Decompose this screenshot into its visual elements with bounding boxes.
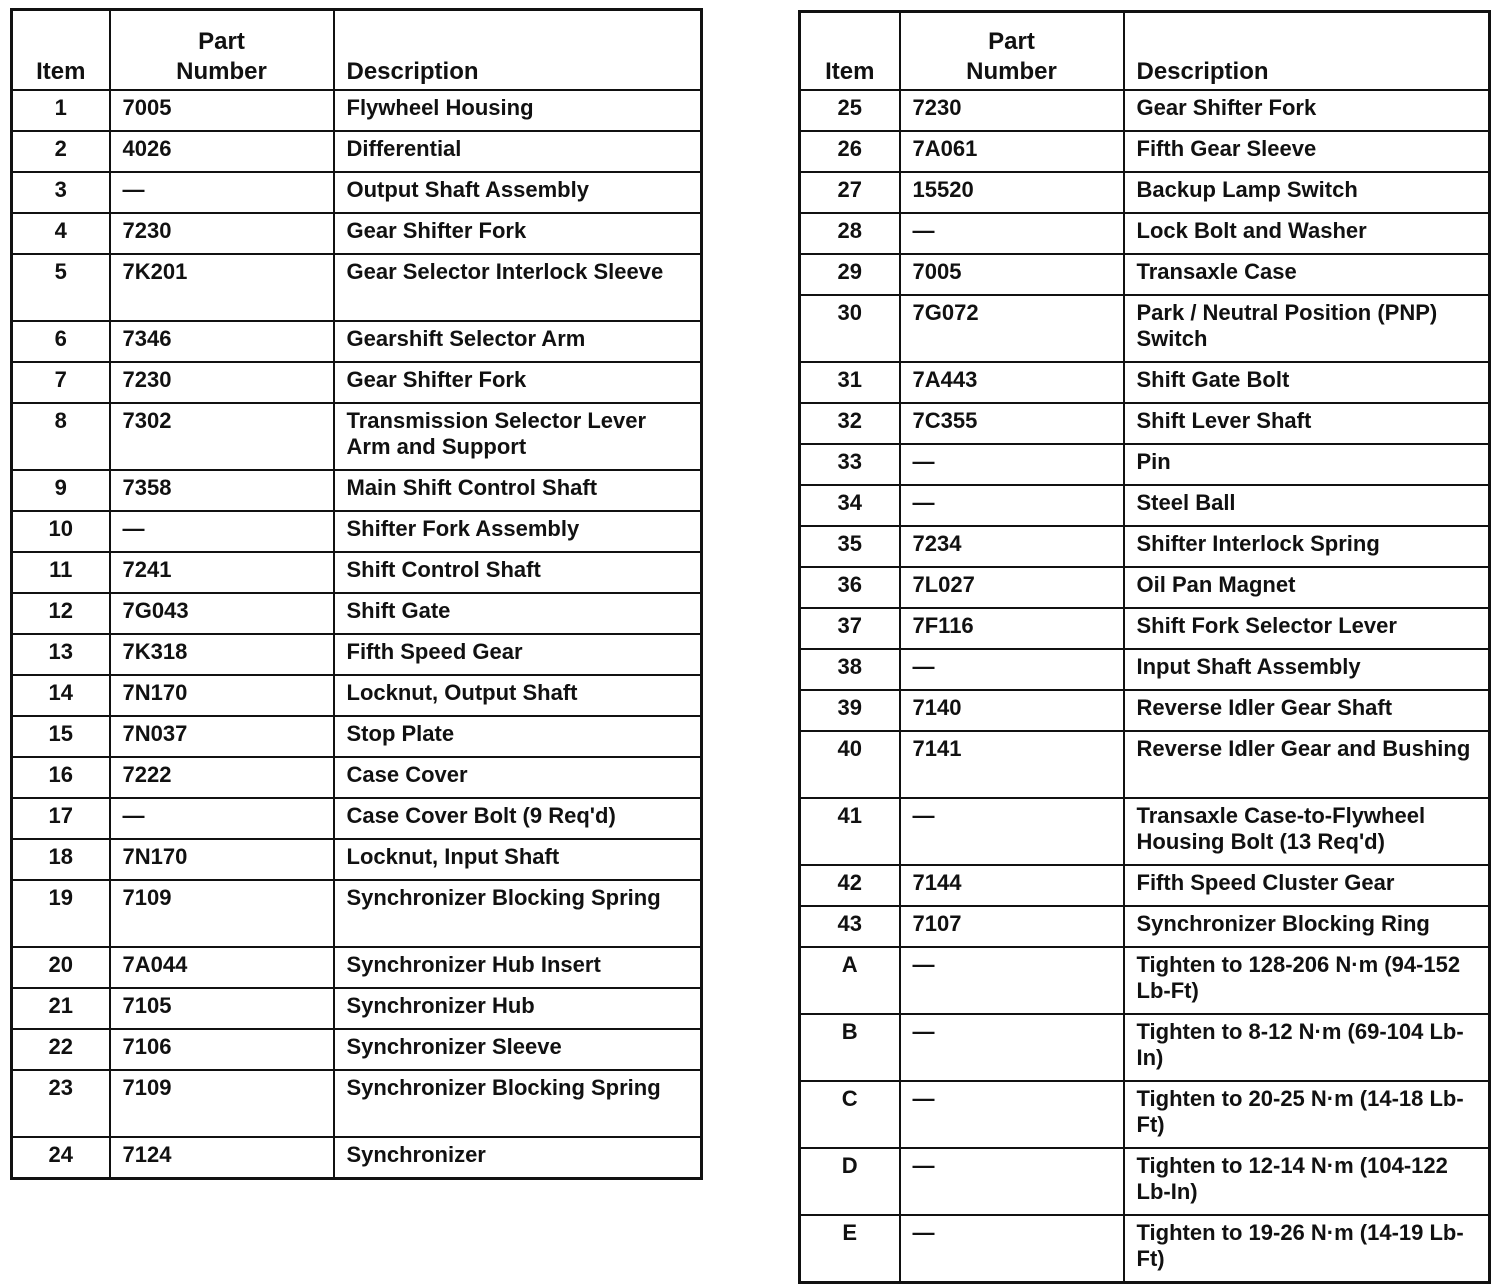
item-cell: 1 [12, 90, 110, 131]
table-row [800, 906, 1490, 947]
item-cell: 39 [800, 690, 900, 731]
description-cell: Gear Shifter Fork [334, 362, 702, 403]
part-number-cell: 7A443 [900, 362, 1124, 403]
part-number-cell: — [900, 1148, 1124, 1215]
table-row [12, 213, 702, 254]
header-row [12, 10, 702, 91]
part-number-cell: — [110, 172, 334, 213]
item-cell: 36 [800, 567, 900, 608]
part-number-cell: 7N170 [110, 675, 334, 716]
part-number-cell: 15520 [900, 172, 1124, 213]
description-cell: Synchronizer Hub Insert [334, 947, 702, 988]
table-row [12, 1137, 702, 1179]
part-number-cell: — [900, 485, 1124, 526]
item-cell: 40 [800, 731, 900, 798]
description-cell: Synchronizer [334, 1137, 702, 1179]
description-cell: Shift Fork Selector Lever [1124, 608, 1490, 649]
description-cell: Lock Bolt and Washer [1124, 213, 1490, 254]
item-cell: 5 [12, 254, 110, 321]
part-number-cell: 7222 [110, 757, 334, 798]
header-part-line2: Number [966, 58, 1057, 85]
part-number-cell: 7106 [110, 1029, 334, 1070]
item-cell: 22 [12, 1029, 110, 1070]
description-cell: Shifter Fork Assembly [334, 511, 702, 552]
item-cell: 8 [12, 403, 110, 470]
part-number-cell: — [900, 798, 1124, 865]
description-cell: Gearshift Selector Arm [334, 321, 702, 362]
table-row [800, 690, 1490, 731]
table-row [12, 947, 702, 988]
item-cell: 20 [12, 947, 110, 988]
table-row [800, 403, 1490, 444]
part-number-cell: 7241 [110, 552, 334, 593]
table-row [12, 880, 702, 947]
part-number-cell: 7A044 [110, 947, 334, 988]
item-cell: 14 [12, 675, 110, 716]
table-row [12, 511, 702, 552]
part-number-cell: 7C355 [900, 403, 1124, 444]
item-cell: 9 [12, 470, 110, 511]
description-cell: Flywheel Housing [334, 90, 702, 131]
item-cell: B [800, 1014, 900, 1081]
part-number-cell: 7005 [900, 254, 1124, 295]
table-row [12, 254, 702, 321]
header-part-line1: Part [988, 28, 1035, 55]
description-cell: Shifter Interlock Spring [1124, 526, 1490, 567]
table-row [800, 1148, 1490, 1215]
table-row [12, 988, 702, 1029]
part-number-cell: 7109 [110, 880, 334, 947]
parts-table-right [798, 10, 1491, 1284]
item-cell: 35 [800, 526, 900, 567]
description-cell: Main Shift Control Shaft [334, 470, 702, 511]
description-cell: Gear Selector Interlock Sleeve [334, 254, 702, 321]
table-row [800, 567, 1490, 608]
part-number-cell: 7107 [900, 906, 1124, 947]
item-cell: 28 [800, 213, 900, 254]
header-part-number [900, 12, 1124, 91]
table-row [800, 526, 1490, 567]
part-number-cell: 7141 [900, 731, 1124, 798]
table-body-right [800, 90, 1490, 1283]
item-cell: 23 [12, 1070, 110, 1137]
description-cell: Oil Pan Magnet [1124, 567, 1490, 608]
part-number-cell: — [110, 511, 334, 552]
item-cell: 25 [800, 90, 900, 131]
item-cell: 42 [800, 865, 900, 906]
part-number-cell: — [900, 947, 1124, 1014]
description-cell: Shift Control Shaft [334, 552, 702, 593]
table-row [800, 649, 1490, 690]
description-cell: Transaxle Case [1124, 254, 1490, 295]
description-cell: Gear Shifter Fork [1124, 90, 1490, 131]
table-row [12, 470, 702, 511]
table-row [12, 552, 702, 593]
table-row [800, 865, 1490, 906]
part-number-cell: 7N037 [110, 716, 334, 757]
table-row [12, 362, 702, 403]
part-number-cell: 7140 [900, 690, 1124, 731]
description-cell: Steel Ball [1124, 485, 1490, 526]
description-cell: Shift Gate [334, 593, 702, 634]
item-cell: 43 [800, 906, 900, 947]
part-number-cell: 7G072 [900, 295, 1124, 362]
part-number-cell: 7A061 [900, 131, 1124, 172]
part-number-cell: — [900, 1014, 1124, 1081]
description-cell: Gear Shifter Fork [334, 213, 702, 254]
part-number-cell: 7109 [110, 1070, 334, 1137]
item-cell: D [800, 1148, 900, 1215]
table-row [12, 798, 702, 839]
header-part-number [110, 10, 334, 91]
table-row [12, 675, 702, 716]
item-cell: 4 [12, 213, 110, 254]
part-number-cell: — [110, 798, 334, 839]
description-cell: Tighten to 8-12 N·m (69-104 Lb-In) [1124, 1014, 1490, 1081]
item-cell: 32 [800, 403, 900, 444]
description-cell: Synchronizer Hub [334, 988, 702, 1029]
part-number-cell: — [900, 213, 1124, 254]
item-cell: 10 [12, 511, 110, 552]
table-row [12, 1029, 702, 1070]
item-cell: 12 [12, 593, 110, 634]
item-cell: 15 [12, 716, 110, 757]
part-number-cell: 7005 [110, 90, 334, 131]
header-description-label: Description [346, 58, 479, 85]
table-row [800, 798, 1490, 865]
table-row [12, 403, 702, 470]
header-row [800, 12, 1490, 91]
table-header [800, 12, 1490, 91]
item-cell: 33 [800, 444, 900, 485]
item-cell: E [800, 1215, 900, 1283]
table-row [800, 485, 1490, 526]
item-cell: 7 [12, 362, 110, 403]
header-description-label: Description [1136, 58, 1269, 85]
part-number-cell: 7105 [110, 988, 334, 1029]
table-row [800, 362, 1490, 403]
part-number-cell: 7234 [900, 526, 1124, 567]
item-cell: 21 [12, 988, 110, 1029]
table-row [12, 90, 702, 131]
part-number-cell: 7230 [110, 213, 334, 254]
item-cell: 18 [12, 839, 110, 880]
description-cell: Tighten to 128-206 N·m (94-152 Lb-Ft) [1124, 947, 1490, 1014]
part-number-cell: 7346 [110, 321, 334, 362]
description-cell: Locknut, Output Shaft [334, 675, 702, 716]
table-row [12, 634, 702, 675]
item-cell: 11 [12, 552, 110, 593]
table-row [12, 1070, 702, 1137]
item-cell: 38 [800, 649, 900, 690]
description-cell: Shift Gate Bolt [1124, 362, 1490, 403]
table-row [12, 172, 702, 213]
part-number-cell: 7358 [110, 470, 334, 511]
description-cell: Transaxle Case-to-Flywheel Housing Bolt (13 Req'd) [1124, 798, 1490, 865]
table-header [12, 10, 702, 91]
table-row [800, 444, 1490, 485]
table-row [12, 757, 702, 798]
part-number-cell: 7F116 [900, 608, 1124, 649]
item-cell: C [800, 1081, 900, 1148]
item-cell: 31 [800, 362, 900, 403]
header-part-line2: Number [176, 58, 267, 85]
description-cell: Tighten to 19-26 N·m (14-19 Lb-Ft) [1124, 1215, 1490, 1283]
item-cell: 2 [12, 131, 110, 172]
part-number-cell: — [900, 1081, 1124, 1148]
item-cell: 30 [800, 295, 900, 362]
description-cell: Synchronizer Sleeve [334, 1029, 702, 1070]
description-cell: Pin [1124, 444, 1490, 485]
item-cell: 41 [800, 798, 900, 865]
header-part-line1: Part [198, 28, 245, 55]
description-cell: Shift Lever Shaft [1124, 403, 1490, 444]
item-cell: 13 [12, 634, 110, 675]
part-number-cell: 7G043 [110, 593, 334, 634]
header-item-label: Item [36, 58, 86, 85]
table-row [800, 254, 1490, 295]
header-item [12, 10, 110, 91]
table-row [800, 1215, 1490, 1283]
table-row [800, 947, 1490, 1014]
item-cell: 24 [12, 1137, 110, 1179]
part-number-cell: 7230 [900, 90, 1124, 131]
part-number-cell: 7L027 [900, 567, 1124, 608]
description-cell: Tighten to 12-14 N·m (104-122 Lb-In) [1124, 1148, 1490, 1215]
part-number-cell: 7144 [900, 865, 1124, 906]
item-cell: 26 [800, 131, 900, 172]
description-cell: Case Cover [334, 757, 702, 798]
item-cell: 34 [800, 485, 900, 526]
description-cell: Tighten to 20-25 N·m (14-18 Lb-Ft) [1124, 1081, 1490, 1148]
item-cell: 19 [12, 880, 110, 947]
part-number-cell: 4026 [110, 131, 334, 172]
part-number-cell: — [900, 649, 1124, 690]
part-number-cell: 7124 [110, 1137, 334, 1179]
description-cell: Fifth Gear Sleeve [1124, 131, 1490, 172]
header-description [334, 10, 702, 91]
item-cell: 17 [12, 798, 110, 839]
parts-table-left [10, 8, 703, 1180]
table-row [12, 131, 702, 172]
table-row [800, 295, 1490, 362]
table-row [800, 172, 1490, 213]
part-number-cell: 7302 [110, 403, 334, 470]
item-cell: 29 [800, 254, 900, 295]
part-number-cell: — [900, 1215, 1124, 1283]
description-cell: Fifth Speed Gear [334, 634, 702, 675]
description-cell: Synchronizer Blocking Spring [334, 880, 702, 947]
item-cell: A [800, 947, 900, 1014]
part-number-cell: 7K318 [110, 634, 334, 675]
table-row [800, 1081, 1490, 1148]
header-item [800, 12, 900, 91]
description-cell: Reverse Idler Gear Shaft [1124, 690, 1490, 731]
table-row [12, 321, 702, 362]
description-cell: Fifth Speed Cluster Gear [1124, 865, 1490, 906]
item-cell: 3 [12, 172, 110, 213]
description-cell: Backup Lamp Switch [1124, 172, 1490, 213]
description-cell: Differential [334, 131, 702, 172]
part-number-cell: 7230 [110, 362, 334, 403]
description-cell: Synchronizer Blocking Spring [334, 1070, 702, 1137]
item-cell: 37 [800, 608, 900, 649]
table-row [800, 213, 1490, 254]
description-cell: Case Cover Bolt (9 Req'd) [334, 798, 702, 839]
part-number-cell: 7K201 [110, 254, 334, 321]
part-number-cell: — [900, 444, 1124, 485]
table-body-left [12, 90, 702, 1179]
table-row [12, 839, 702, 880]
header-item-label: Item [825, 58, 875, 85]
table-row [800, 90, 1490, 131]
description-cell: Input Shaft Assembly [1124, 649, 1490, 690]
item-cell: 16 [12, 757, 110, 798]
table-row [12, 593, 702, 634]
table-row [800, 608, 1490, 649]
description-cell: Output Shaft Assembly [334, 172, 702, 213]
item-cell: 6 [12, 321, 110, 362]
item-cell: 27 [800, 172, 900, 213]
part-number-cell: 7N170 [110, 839, 334, 880]
header-description [1124, 12, 1490, 91]
table-row [800, 1014, 1490, 1081]
description-cell: Locknut, Input Shaft [334, 839, 702, 880]
table-row [800, 731, 1490, 798]
description-cell: Transmission Selector Lever Arm and Support [334, 403, 702, 470]
description-cell: Stop Plate [334, 716, 702, 757]
description-cell: Park / Neutral Position (PNP) Switch [1124, 295, 1490, 362]
table-row [12, 716, 702, 757]
table-row [800, 131, 1490, 172]
description-cell: Reverse Idler Gear and Bushing [1124, 731, 1490, 798]
description-cell: Synchronizer Blocking Ring [1124, 906, 1490, 947]
